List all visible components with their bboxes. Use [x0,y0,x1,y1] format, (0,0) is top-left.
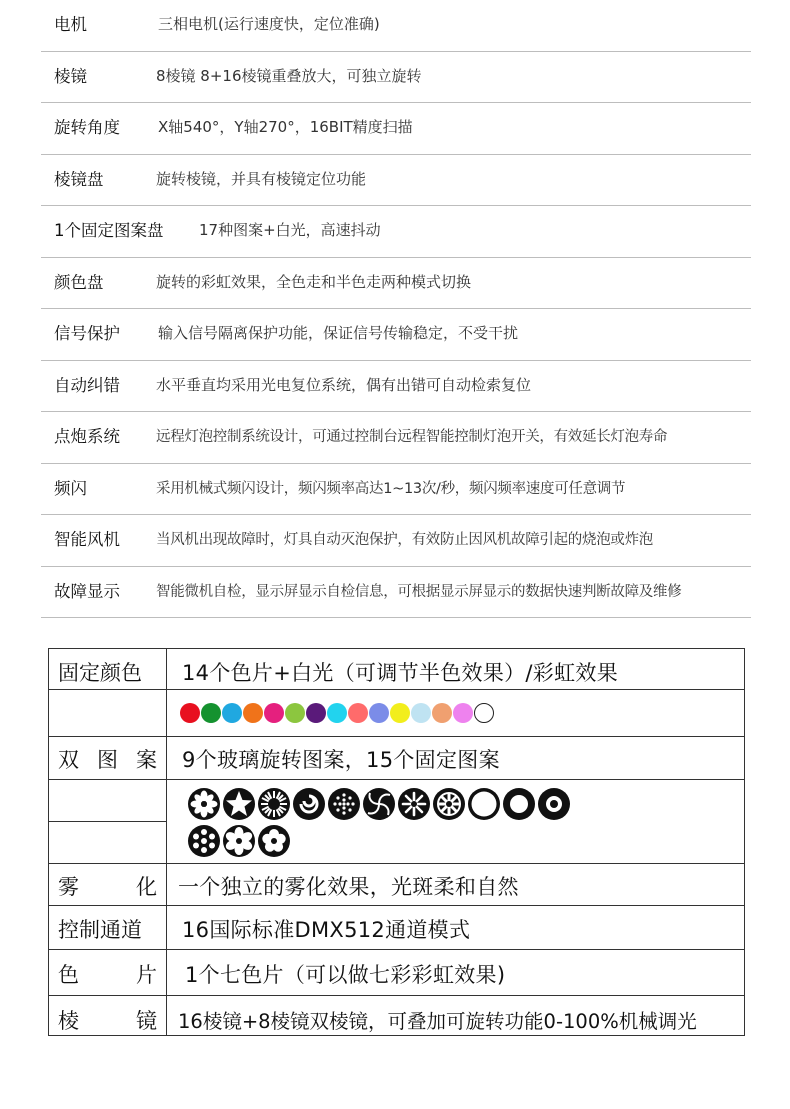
gobo-sunburst-icon [257,787,291,821]
label-char: 色 [58,963,79,987]
spec-value: 输入信号隔离保护功能，保证信号传输稳定，不受干扰 [158,324,519,342]
label-char: 化 [136,875,157,899]
spec-row-lamp-system [41,412,751,464]
color-swatch-dot [243,703,263,723]
spec-value: 旋转的彩虹效果，全色走和半色走两种模式切换 [156,272,472,291]
gobo-star-icon [222,787,256,821]
label-char: 片 [136,963,157,987]
color-swatch-row [180,703,494,723]
spec-value: 远程灯泡控制系统设计，可通过控制台远程智能控制灯泡开关，有效延长灯泡寿命 [156,429,668,445]
spec-key: 信号保护 [54,324,120,343]
spec-row-motor [41,0,751,52]
spec-row-prism [41,52,751,104]
prism-value: 16棱镜+8棱镜双棱镜，可叠加可旋转功能0-100%机械调光 [178,1010,697,1033]
gobo-row-1 [187,787,571,821]
label-char: 案 [136,748,157,772]
table-divider [49,779,744,780]
color-swatch-dot [390,703,410,723]
table-divider [49,863,744,864]
spec-key: 旋转角度 [54,118,120,137]
spec-key: 智能风机 [54,530,120,549]
label-char: 镜 [136,1009,157,1033]
fog-label [49,871,166,901]
color-swatch-dot [474,703,494,723]
table-column-divider [166,649,167,1035]
spec-value: 8棱镜 8+16棱镜重叠放大，可独立旋转 [156,66,422,85]
spec-key: 电机 [54,15,87,34]
table-divider [49,949,744,950]
fog-value: 一个独立的雾化效果，光斑柔和自然 [178,875,519,899]
spec-key: 棱镜盘 [54,169,104,189]
double-pattern-label [49,744,166,774]
gobo-thick-ring-icon [502,787,536,821]
spec-row-prism-disc [41,155,751,207]
spec-value: X轴540°，Y轴270°，16BIT精度扫描 [158,118,413,136]
color-swatch-dot [201,703,221,723]
table-divider [49,736,744,737]
spec-row-strobe [41,464,751,516]
spec-key: 颜色盘 [54,272,104,292]
spec-row-auto-correction [41,361,751,413]
color-swatch-dot [453,703,473,723]
gobo-target-icon [537,787,571,821]
color-swatch-dot [306,703,326,723]
label-char: 雾 [58,875,79,899]
spec-row-rotation-angle [41,103,751,155]
spec-value: 三相电机(运行速度快，定位准确) [158,15,380,33]
gobo-ring-icon [467,787,501,821]
prism-label [49,1005,166,1035]
gobo-swirl-icon [362,787,396,821]
gobo-spiral-icon [292,787,326,821]
label-char: 图 [97,748,118,772]
spec-value: 旋转棱镜，并具有棱镜定位功能 [156,169,367,188]
color-swatch-dot [264,703,284,723]
channel-label: 控制通道 [58,918,142,942]
spec-row-smart-fan [41,515,751,567]
label-char: 棱 [58,1009,79,1033]
feature-table [48,648,745,1036]
color-slice-value: 1个七色片（可以做七彩彩虹效果) [185,963,506,987]
color-swatch-dot [222,703,242,723]
double-pattern-value: 9个玻璃旋转图案，15个固定图案 [182,748,500,772]
gobo-row-2 [187,824,291,858]
table-divider [49,821,166,822]
gobo-holes-icon [187,824,221,858]
channel-value: 16国际标准DMX512通道模式 [182,918,471,942]
gobo-wheel-icon [432,787,466,821]
spec-value: 智能微机自检，显示屏显示自检信息，可根据显示屏显示的数据快速判断故障及维修 [156,583,682,600]
fixed-color-value: 14个色片+白光（可调节半色效果）/彩虹效果 [182,661,618,685]
spec-row-signal-protection [41,309,751,361]
gobo-petal-icon [222,824,256,858]
fixed-color-label: 固定颜色 [58,661,142,685]
color-swatch-dot [369,703,389,723]
spec-row-color-disc [41,258,751,310]
spec-key: 故障显示 [54,581,120,601]
spec-row-fixed-gobo-disc [41,206,751,258]
color-slice-label [49,959,166,989]
spec-key: 点炮系统 [54,427,120,446]
spec-key: 自动纠错 [54,375,120,395]
gobo-flower-icon [187,787,221,821]
gobo-asterisk-icon [397,787,431,821]
color-swatch-dot [348,703,368,723]
spec-list [41,0,751,618]
table-divider [49,995,744,996]
spec-key: 棱镜 [54,66,87,86]
gobo-dots-icon [327,787,361,821]
table-divider [49,905,744,906]
color-swatch-dot [411,703,431,723]
spec-value: 水平垂直均采用光电复位系统，偶有出错可自动检索复位 [156,375,532,394]
gobo-blossom-icon [257,824,291,858]
spec-row-fault-display [41,567,751,619]
spec-key: 1个固定图案盘 [54,221,164,240]
spec-key: 频闪 [54,478,87,498]
spec-value: 当风机出现故障时，灯具自动灭泡保护，有效防止因风机故障引起的烧泡或炸泡 [156,532,653,548]
color-swatch-dot [432,703,452,723]
color-swatch-dot [327,703,347,723]
color-swatch-dot [180,703,200,723]
spec-value: 采用机械式频闪设计，频闪频率高达1~13次/秒，频闪频率速度可任意调节 [156,480,626,497]
label-char: 双 [58,748,79,772]
color-swatch-dot [285,703,305,723]
spec-value: 17种图案+白光，高速抖动 [199,221,381,239]
table-divider [49,689,744,690]
